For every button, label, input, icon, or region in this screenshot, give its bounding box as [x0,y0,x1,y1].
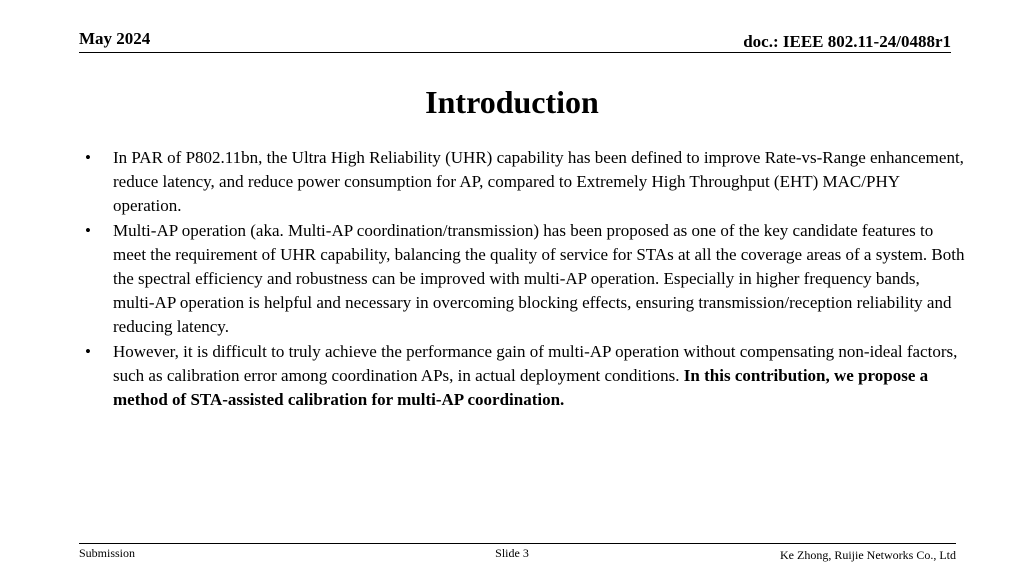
header-doc-id: doc.: IEEE 802.11-24/0488r1 [743,32,951,51]
bullet-text: In PAR of P802.11bn, the Ultra High Reliability (UHR) capability has been defined to improve Rate-vs-Range enhancement, reduce latency, and reduce power consumption for AP, compared to Extremely High Throughput (EHT) MAC/PHY operation. [113,148,964,215]
bullet-bold-text: In this contribution, we propose a method of STA-assisted calibration for multi-AP coordination. [113,366,929,409]
footer-divider [79,543,956,544]
bullet-marker: • [85,221,91,240]
bullet-item [85,219,965,339]
bullet-text: Multi-AP operation (aka. Multi-AP coordination/transmission) has been proposed as one of the key candidate features to meet the requirement of UHR capability, balancing the quality of service for STAs at all the coverage areas of a system. Both the spectral efficiency and robustness can be improved with multi-AP operation. Especially in higher frequency bands, multi-AP operation is helpful and necessary in overcoming blocking effects, ensuring transmission/reception reliability and reducing latency. [113,221,965,336]
footer-author: Ke Zhong, Ruijie Networks Co., Ltd [780,548,956,562]
bullet-item [85,340,965,412]
header-divider [79,52,951,53]
bullet-list [85,146,965,413]
slide-title: Introduction [425,84,599,120]
bullet-marker: • [85,342,91,361]
bullet-marker: • [85,148,91,167]
bullet-text: However, it is difficult to truly achieve the performance gain of multi-AP operation without compensating non-ideal factors, such as calibration error among coordination APs, in actual deployment conditions. [113,342,958,385]
header-date: May 2024 [79,29,151,48]
footer-submission: Submission [79,546,136,560]
bullet-item [85,146,965,218]
footer-slide-number: Slide 3 [495,546,529,560]
